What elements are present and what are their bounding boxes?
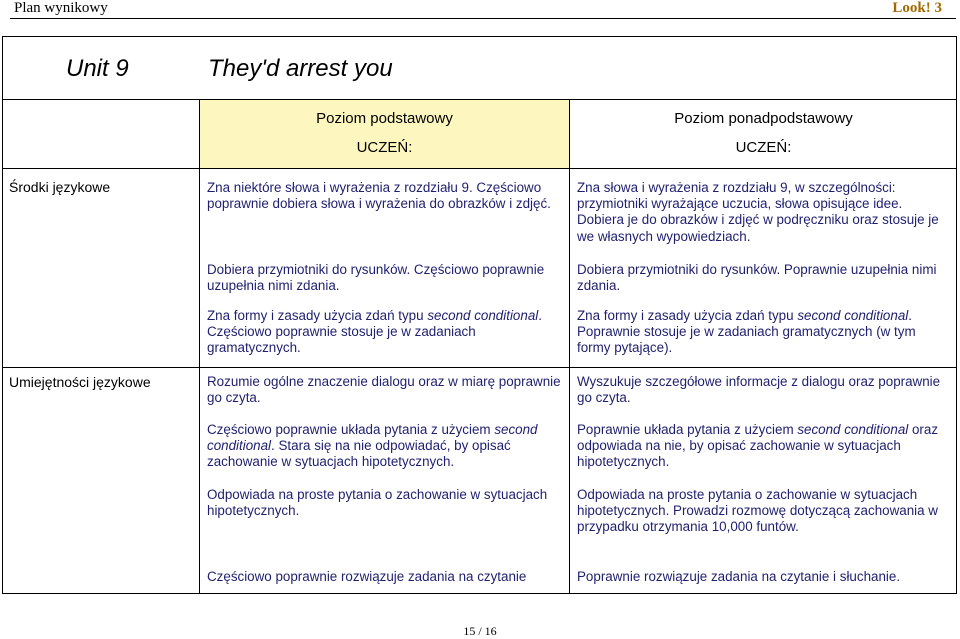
advanced-reading-text: Poprawnie rozwiązuje zadania na czytanie i słuchanie.	[577, 569, 901, 584]
basic-questions-text	[207, 422, 562, 471]
basic-questions-term: second conditional	[207, 422, 538, 454]
basic-student-heading: UCZEŃ:	[356, 139, 413, 156]
row-label-language-means: Środki językowe	[9, 179, 111, 195]
row-divider-header	[2, 168, 957, 169]
advanced-questions-term: second conditional	[797, 422, 909, 437]
advanced-questions-text	[577, 422, 949, 471]
textbook-name: Look! 3	[892, 0, 942, 16]
row-divider-means	[2, 367, 957, 368]
unit-label: Unit 9	[66, 55, 129, 82]
advanced-student-heading: UCZEŃ:	[735, 139, 792, 156]
advanced-conversation-text: Odpowiada na proste pytania o zachowanie w sytuacjach hipotetycznych. Prowadzi rozmowę dotyczącą zachowania w przypadku otrzymania 10,000 funtów.	[577, 487, 938, 535]
row-divider-title	[2, 99, 957, 100]
page-header	[0, 0, 960, 16]
basic-grammar-text	[207, 308, 562, 357]
advanced-grammar-term: second conditional	[797, 308, 909, 323]
basic-grammar-text-a: Zna formy i zasady użycia zdań typu	[207, 308, 428, 323]
advanced-dialogue-text: Wyszukuje szczegółowe informacje z dialogu oraz poprawnie go czyta.	[577, 374, 941, 406]
advanced-grammar-text	[577, 308, 949, 357]
advanced-grammar-text-a: Zna formy i zasady użycia zdań typu	[577, 308, 798, 323]
advanced-adjectives-text: Dobiera przymiotniki do rysunków. Poprawnie uzupełnia nimi zdania.	[577, 262, 937, 294]
unit-title: They'd arrest you	[208, 55, 393, 82]
basic-questions-text-c: . Stara się na nie odpowiadać, by opisać zachowanie w sytuacjach hipotetycznych.	[207, 438, 511, 470]
column-divider-2	[569, 99, 570, 594]
page-number: 15 / 16	[463, 624, 497, 638]
advanced-level-heading: Poziom ponadpodstawowy	[674, 110, 853, 127]
basic-adjectives-text: Dobiera przymiotniki do rysunków. Częściowo poprawnie uzupełnia nimi zdania.	[207, 262, 545, 294]
basic-reading-text: Częściowo poprawnie rozwiązuje zadania na czytanie	[207, 569, 527, 584]
advanced-vocabulary-text: Zna słowa i wyrażenia z rozdziału 9, w szczególności: przymiotniki wyrażające uczucia, słowa opisujące idee. Dobiera je do obrazków i zdjęć w podręczniku oraz stosuje je we własnych wypowiedziach.	[577, 180, 939, 244]
document-title: Plan wynikowy	[14, 0, 108, 16]
header-rule	[10, 18, 956, 19]
basic-dialogue-text: Rozumie ogólne znaczenie dialogu oraz w miarę poprawnie go czyta.	[207, 374, 561, 406]
advanced-questions-text-a: Poprawnie układa pytania z użyciem	[577, 422, 798, 437]
basic-answers-text: Odpowiada na proste pytania o zachowanie w sytuacjach hipotetycznych.	[207, 487, 548, 519]
advanced-questions-text-c: oraz odpowiada na nie, by opisać zachowanie w sytuacjach hipotetycznych.	[577, 422, 939, 470]
column-divider-1	[199, 99, 200, 594]
basic-questions-text-a: Częściowo poprawnie układa pytania z użyciem	[207, 422, 495, 437]
basic-grammar-term: second conditional	[427, 308, 539, 323]
basic-grammar-text-c: . Częściowo poprawnie stosuje je w zadaniach gramatycznych.	[207, 308, 542, 356]
basic-level-heading: Poziom podstawowy	[316, 110, 453, 127]
row-label-language-skills: Umiejętności językowe	[9, 374, 151, 390]
advanced-grammar-text-c: . Poprawnie stosuje je w zadaniach gramatycznych (w tym formy pytające).	[577, 308, 916, 356]
basic-vocabulary-text: Zna niektóre słowa i wyrażenia z rozdziału 9. Częściowo poprawnie dobiera słowa i wyrażenia do obrazków i zdjęć.	[207, 180, 551, 212]
